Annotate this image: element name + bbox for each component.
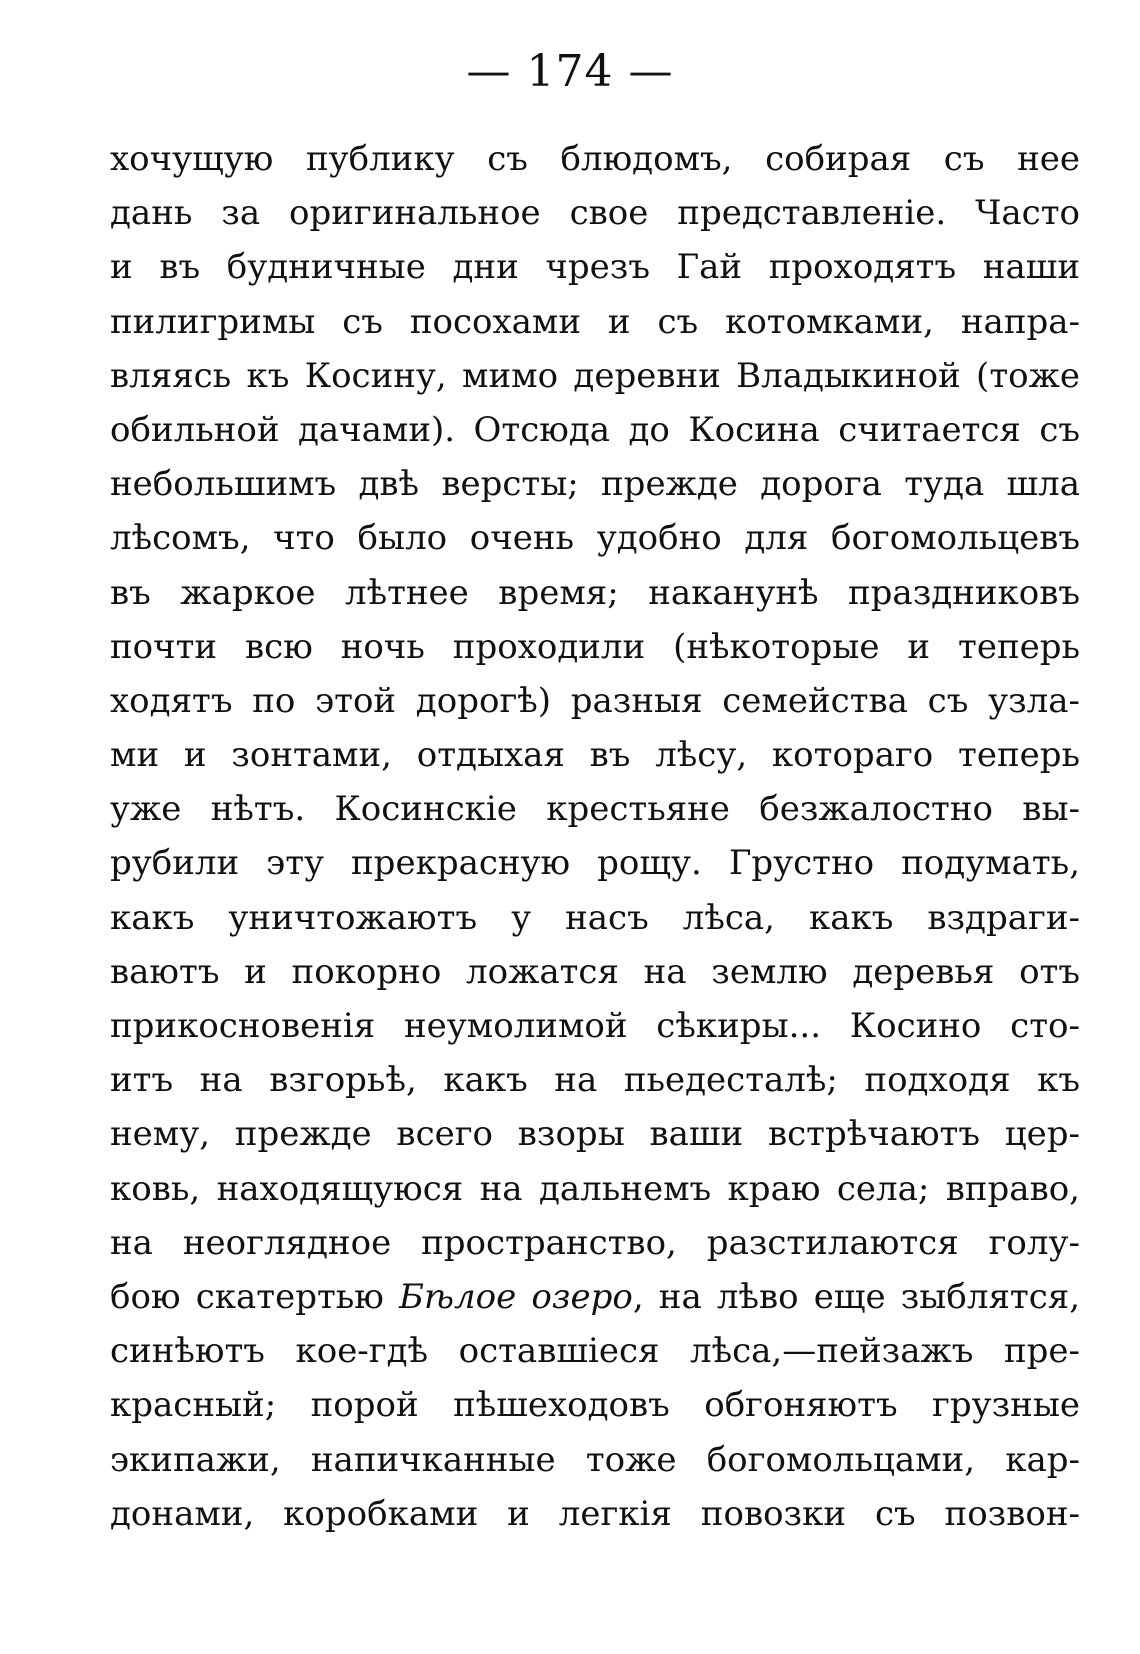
body-text <box>110 132 1080 1541</box>
text-line <box>110 403 1080 457</box>
text-line <box>110 1487 1080 1541</box>
line-text: пилигримы съ посохами и съ котомками, напра- <box>110 301 1080 342</box>
text-line <box>110 1216 1080 1270</box>
line-text: вляясь къ Косину, мимо деревни Владыкиной (тоже <box>110 355 1080 396</box>
text-line <box>110 1162 1080 1216</box>
page-number: — 174 — <box>466 46 674 97</box>
text-line <box>110 620 1080 674</box>
line-text: нему, прежде всего взоры ваши встрѣчаютъ цер- <box>110 1114 1080 1155</box>
text-line <box>110 1107 1080 1161</box>
text-line <box>110 295 1080 349</box>
line-text: уже нѣтъ. Косинскіе крестьяне безжалостно вы- <box>110 789 1080 830</box>
line-text: ходятъ по этой дорогѣ) разныя семейства съ узла- <box>110 680 1080 721</box>
line-text: почти всю ночь проходили (нѣкоторые и теперь <box>110 626 1080 667</box>
text-line <box>110 457 1080 511</box>
text-line <box>110 349 1080 403</box>
line-text: прикосновенія неумолимой сѣкиры... Косино сто- <box>110 1006 1080 1046</box>
text-line <box>110 1324 1080 1378</box>
text-line <box>110 511 1080 565</box>
line-text: ваютъ и покорно ложатся на землю деревья отъ <box>110 951 1080 992</box>
text-line <box>110 1270 1080 1324</box>
line-text: рубили эту прекрасную рощу. Грустно подумать, <box>110 843 1080 884</box>
text-line <box>110 674 1080 728</box>
line-text: хочущую публику съ блюдомъ, собирая съ нее <box>110 139 1080 179</box>
text-line <box>110 836 1080 890</box>
text-line <box>110 132 1080 186</box>
line-text: въ жаркое лѣтнее время; наканунѣ праздниковъ <box>110 572 1080 613</box>
text-line <box>110 186 1080 240</box>
line-text: , на лѣво еще зыблятся, <box>632 1276 1080 1317</box>
line-text: лѣсомъ, что было очень удобно для богомольцевъ <box>110 518 1080 559</box>
text-line <box>110 1433 1080 1487</box>
text-line <box>110 566 1080 620</box>
line-text: на неоглядное пространство, разстилаются голу- <box>110 1222 1080 1263</box>
italic-text: Бѣлое озеро <box>399 1276 633 1317</box>
line-text: какъ уничтожаютъ у насъ лѣса, какъ вздраги- <box>110 897 1080 938</box>
line-text: ми и зонтами, отдыхая въ лѣсу, котораго теперь <box>110 735 1080 776</box>
text-line <box>110 1378 1080 1432</box>
line-text: красный; порой пѣшеходовъ обгоняютъ грузные <box>110 1385 1080 1426</box>
line-text: донами, коробками и легкія повозки съ позвон- <box>110 1493 1080 1534</box>
text-line <box>110 240 1080 294</box>
text-line <box>110 999 1080 1053</box>
text-line <box>110 1053 1080 1107</box>
line-text: небольшимъ двѣ версты; прежде дорога туда шла <box>110 464 1080 505</box>
line-text: итъ на взгорьѣ, какъ на пьедесталѣ; подходя къ <box>110 1060 1080 1101</box>
line-text: ковь, находящуюся на дальнемъ краю села; вправо, <box>110 1168 1080 1209</box>
line-text: экипажи, напичканные тоже богомольцами, кар- <box>110 1439 1080 1480</box>
line-text: бою скатертью <box>110 1276 400 1317</box>
text-line <box>110 891 1080 945</box>
line-text: обильной дачами). Отсюда до Косина считается съ <box>110 409 1080 450</box>
line-text: и въ будничные дни чрезъ Гай проходятъ наши <box>110 247 1080 288</box>
line-text: дань за оригинальное свое представленіе. Часто <box>110 193 1080 234</box>
text-line <box>110 782 1080 836</box>
text-line <box>110 728 1080 782</box>
text-line <box>110 945 1080 999</box>
line-text: синѣютъ кое-гдѣ оставшіеся лѣса,—пейзажъ пре- <box>110 1331 1080 1372</box>
